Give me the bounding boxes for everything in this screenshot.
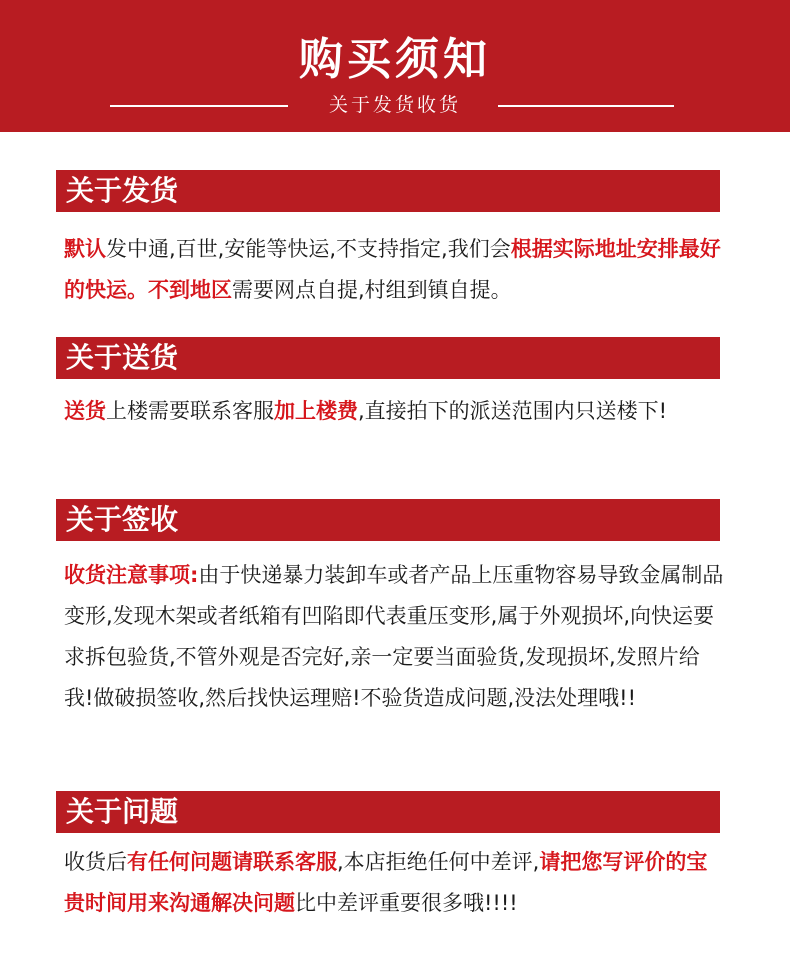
text-segment: ,直接拍下的派送范围内只送楼下! [358,399,668,423]
text-highlight: 根据实际地址安排最好的快运。不到地区 [64,237,721,302]
section-title: 关于问题 [66,795,179,828]
text-highlight: 默认 [64,237,106,261]
text-segment: 由于快递暴力装卸车或者产品上压重物容易导致金属制品变形,发现木架或者纸箱有凹陷即代表重压变形,属于外观损坏,向快运要求拆包验货,不管外观是否完好,亲一定要当面验货,发现损坏,发照片给我!做破损签收,然后找快运理赔!不验货造成问题,没法处理哦!! [64,563,724,710]
section-title: 关于签收 [66,503,179,536]
text-segment: 上楼需要联系客服 [106,399,274,423]
text-segment: ,本店拒绝任何中差评, [337,850,540,874]
section-shipping-body [64,229,724,311]
text-segment: 收货后 [64,850,127,874]
text-segment: 比中差评重要很多哦!!!! [295,891,518,915]
text-segment: 需要网点自提,村组到镇自提。 [232,278,512,302]
page-subtitle: 关于发货收货 [328,94,461,116]
text-highlight: 送货 [64,399,106,423]
divider-right [498,105,674,107]
section-title: 关于送货 [66,341,179,374]
section-title: 关于发货 [66,174,179,207]
section-receipt-body [64,555,724,719]
text-segment: 发中通,百世,安能等快运,不支持指定,我们会 [106,237,511,261]
section-issues-header [56,791,720,833]
text-highlight: 加上楼费 [274,399,358,423]
section-delivery-body [64,391,724,432]
section-receipt-header [56,499,720,541]
header-banner [0,0,790,132]
text-highlight: 收货注意事项: [64,563,199,587]
text-highlight: 请把您写评价的宝贵时间用来沟通解决问题 [64,850,708,915]
section-delivery-header [56,337,720,379]
text-highlight: 有任何问题请联系客服 [127,850,337,874]
page-title: 购买须知 [299,34,491,85]
section-issues-body [64,842,724,924]
section-shipping-header [56,170,720,212]
